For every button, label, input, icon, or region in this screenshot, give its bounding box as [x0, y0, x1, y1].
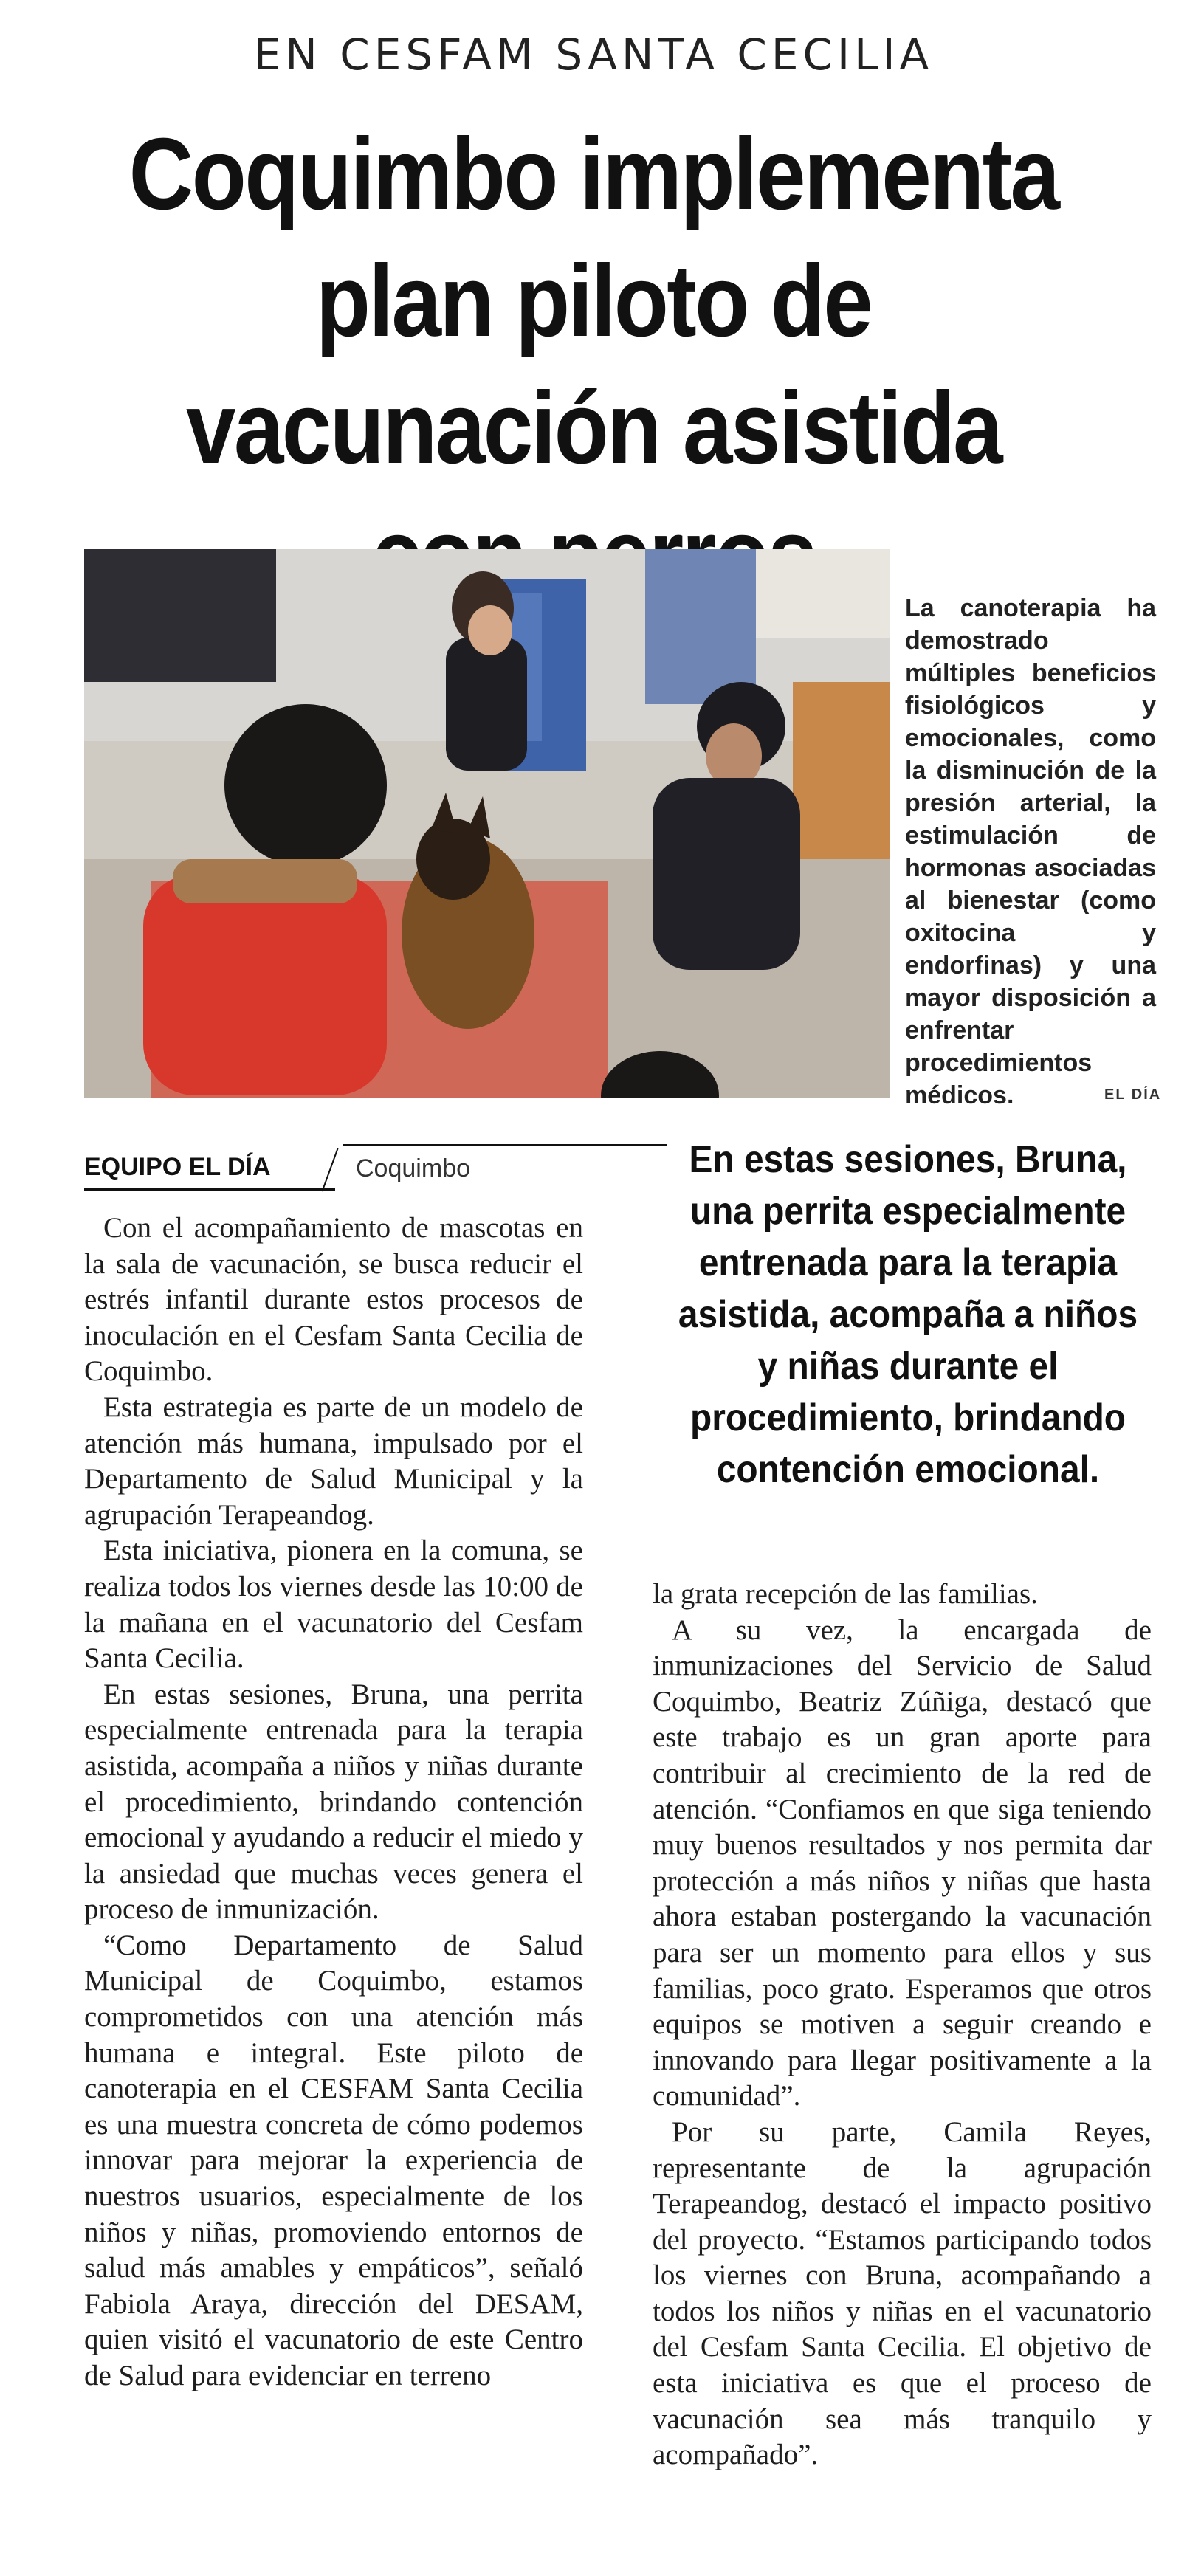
photo-caption: La canoterapia ha demostrado múltiples beneficios fisiológicos y emocionales, como la disminución de la presión arterial, la estimulación de hormonas asociadas al bienestar (como oxitocina y endorfinas) y una mayor disposición a enfrentar procedimientos médicos. [905, 594, 1156, 1109]
body-paragraph: En estas sesiones, Bruna, una perrita especialmente entrenada para la terapia asistida, acompaña a niños y niñas durante el procedimiento, brindando contención emocional y ayudando a reducir el miedo y la ansiedad que muchas veces genera el proceso de inmunización. [84, 1678, 583, 1926]
pull-quote: En estas sesiones, Bruna, una perrita especialmente entrenada para la terapia asistida, acompaña a niños y niñas durante el procedimiento, brindando contención emocional. [678, 1138, 1138, 1491]
byline-divider [321, 1148, 338, 1192]
article-photo [84, 549, 890, 1098]
body-paragraph: Por su parte, Camila Reyes, representante de la agrupación Terapeandog, destacó el impacto positivo del proyecto. “Estamos participando todos los viernes con Bruna, acompañando a todos los niños y niñas en el vacunatorio del Cesfam Santa Cecilia. El objetivo de esta iniciativa es que el proceso de vacunación sea más tranquilo y acompañado”. [653, 2115, 1152, 2471]
body-paragraph: la grata recepción de las familias. [653, 1578, 1038, 1610]
photo-credit: EL DÍA [1104, 1086, 1162, 1103]
body-paragraph: A su vez, la encargada de inmunizaciones del Servicio de Salud Coquimbo, Beatriz Zúñiga, destacó que este trabajo es un gran aporte para contribuir al crecimiento de la red de atención. “Confiamos en que siga teniendo muy buenos resultados y nos permita dar protección a más niños y niñas que hasta ahora estaban postergando la vacunación para ser un momento para ellos y sus familias, poco grato. Esperamos que otros equipos se motiven a seguir creando e innovando para llegar positivamente a la comunidad”. [653, 1614, 1152, 2112]
body-paragraph: Esta estrategia es parte de un modelo de atención más humana, impulsado por el Departamento de Salud Municipal y la agrupación Terapeandog. [84, 1391, 583, 1531]
byline-author: EQUIPO EL DÍA [84, 1153, 271, 1181]
byline-rule [84, 1188, 335, 1191]
byline [84, 1144, 586, 1194]
body-paragraph: Con el acompañamiento de mascotas en la sala de vacunación, se busca reducir el estrés infantil durante estos procesos de inoculación en el Cesfam Santa Cecilia de Coquimbo. [84, 1212, 583, 1388]
body-column-left [84, 1210, 583, 2394]
body-column-right [653, 1577, 1152, 2473]
body-paragraph: Esta iniciativa, pionera en la comuna, se realiza todos los viernes desde las 10:00 de la mañana en el vacunatorio del Cesfam Santa Cecilia. [84, 1535, 583, 1675]
body-paragraph: “Como Departamento de Salud Municipal de Coquimbo, estamos comprometidos con una atención más humana e integral. Este piloto de canoterapia en el CESFAM Santa Cecilia es una muestra concreta de cómo podemos innovar para mejorar la experiencia de nuestros usuarios, especialmente de los niños y niñas, promoviendo entornos de salud más amables y empáticos”, señaló Fabiola Araya, dirección del DESAM, quien visitó el vacunatorio de este Centro de Salud para evidenciar en terreno [84, 1929, 583, 2391]
article-kicker: EN CESFAM SANTA CECILIA [253, 30, 934, 80]
byline-location: Coquimbo [356, 1154, 470, 1182]
byline-rule-top [343, 1144, 667, 1146]
article-headline: Coquimbo implementa plan piloto de vacunación asistida [128, 117, 1059, 485]
